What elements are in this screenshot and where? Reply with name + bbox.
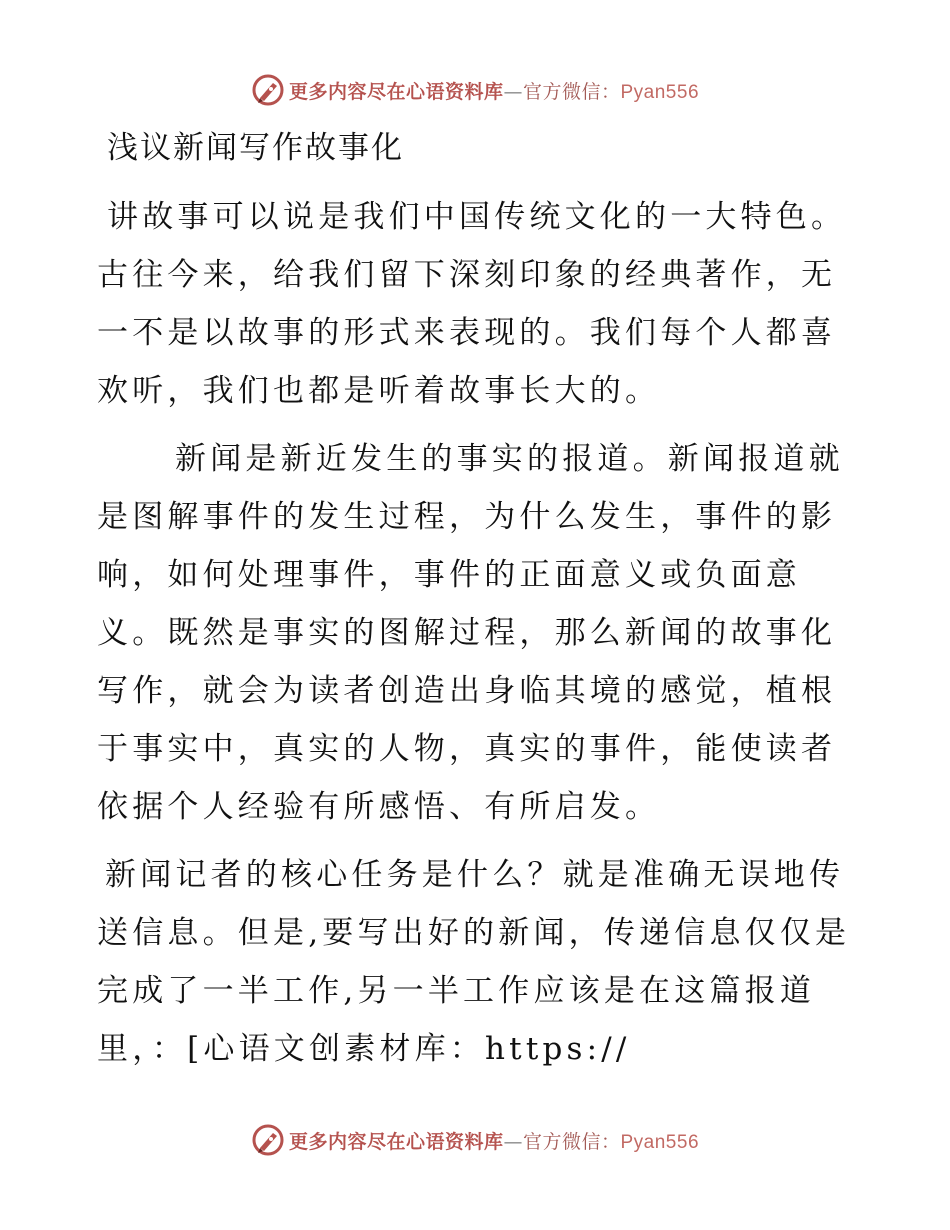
pen-logo-icon: [251, 73, 285, 107]
document-title: 浅议新闻写作故事化: [107, 130, 404, 166]
pen-logo-icon: [251, 1123, 285, 1157]
watermark-site-text: 更多内容尽在心语资料库: [288, 1130, 504, 1153]
document-body: [97, 120, 867, 1078]
paragraph-1: 讲故事可以说是我们中国传统文化的一大特色。古往今来，给我们留下深刻印象的经典著作，无一不是以故事的形式来表现的。我们每个人都喜欢听，我们也都是听着故事长大的。: [97, 199, 847, 409]
paragraph-3: 新闻记者的核心任务是什么？就是准确无误地传送信息。但是,要写出好的新闻，传递信息仅仅是完成了一半工作,另一半工作应该是在这篇报道里，：[心语文创素材库：https://: [97, 857, 851, 1067]
watermark-official-label: 官方微信：: [522, 1130, 621, 1153]
paragraph-2: 新闻是新近发生的事实的报道。新闻报道就是图解事件的发生过程，为什么发生，事件的影响，如何处理事件，事件的正面意义或负面意义。既然是事实的图解过程，那么新闻的故事化写作，就会为读者创造出身临其境的感觉，植根于事实中，真实的人物，真实的事件，能使读者依据个人经验有所感悟、有所启发。: [97, 441, 844, 825]
watermark-site-text: 更多内容尽在心语资料库: [288, 80, 504, 103]
footer-watermark: [0, 1120, 950, 1160]
watermark-dash: —: [503, 80, 523, 103]
watermark-dash: —: [503, 1130, 523, 1153]
watermark-wechat-id: Pyan556: [620, 1131, 700, 1153]
watermark-wechat-id: Pyan556: [620, 81, 700, 103]
header-watermark: [0, 70, 950, 110]
watermark-official-label: 官方微信：: [522, 80, 621, 103]
